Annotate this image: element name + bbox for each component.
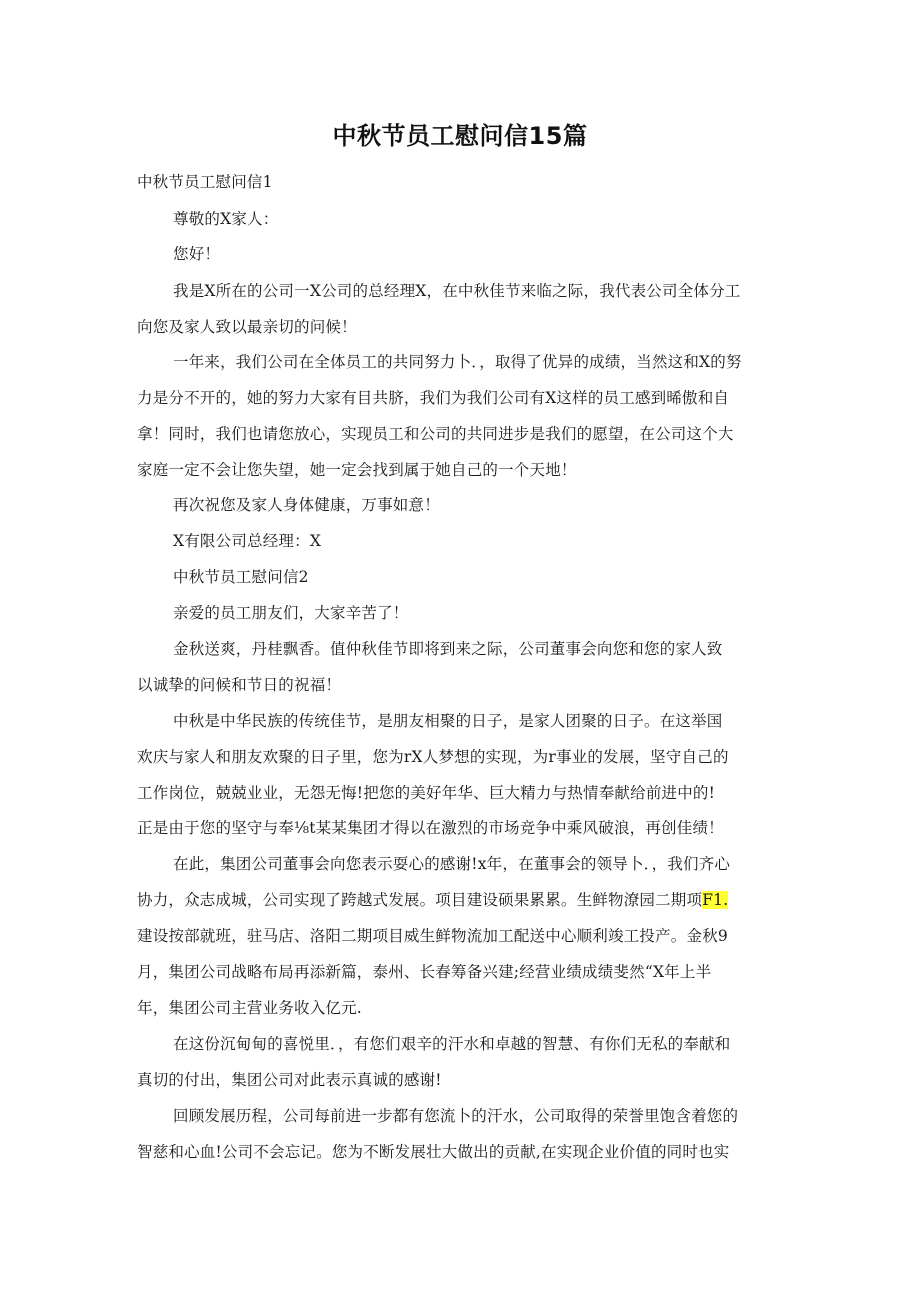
- text-line: 在这份沉甸甸的喜悦里．，有您们艰辛的汗水和卓越的智慧、有你们无私的奉献和: [173, 1035, 731, 1053]
- text-line: 年，集团公司主营业务收入亿元.: [137, 999, 362, 1017]
- greeting: 您好！: [173, 245, 221, 263]
- text-line: 再次祝您及家人身体健康，万事如意！: [173, 496, 440, 514]
- text-line: 我是X所在的公司一X公司的总经理X，在中秋佳节来临之际，我代表公司全体分工: [173, 282, 741, 300]
- text-line: 欢庆与家人和朋友欢聚的日子里，您为rX人梦想的实现，为r事业的发展，坚守自己的: [137, 748, 729, 766]
- signature-line: X有限公司总经理：X: [173, 532, 322, 550]
- document-title: 中秋节员工慰问信15篇: [332, 122, 588, 150]
- text-line: [137, 890, 728, 910]
- text-line: 家庭一定不会让您失望，她一定会找到属于她自己的一个天地！: [137, 461, 577, 479]
- text-line: 力是分不开的，她的努力大家有目共脐，我们为我们公司有X这样的员工感到晞傲和自: [137, 389, 730, 407]
- text-line: 中秋是中华民族的传统佳节，是朋友相聚的日子，是家人团聚的日子。在这举国: [173, 712, 723, 730]
- text-line: 在此，集团公司董事会向您表示耍心的感谢!x年，在董事会的领导卜．，我们齐心: [173, 855, 731, 873]
- section-heading-2: 中秋节员工慰问信2: [173, 568, 309, 586]
- text-segment: 协力，众志成城，公司实现了跨越式发展。项目建设硕果累累。生鲜物潦园二期项: [137, 891, 703, 909]
- text-line: 正是由于您的坚守与奉⅛t某某集团才得以在激烈的市场竞争中乘风破浪，再创佳绩！: [137, 819, 724, 837]
- text-line: 工作岗位，兢兢业业，无怨无悔!把您的美好年华、巨大精力与热情奉献给前进中的!: [137, 784, 716, 802]
- salutation: 尊敬的X家人：: [173, 210, 279, 228]
- text-line: 真切的付出，集团公司对此表示真诚的感谢!: [137, 1071, 442, 1089]
- text-line: 一年来，我们公司在全体员工的共同努力卜．，取得了优异的成绩，当然这和X的努: [173, 353, 742, 371]
- text-line: 向您及家人致以最亲切的问候！: [137, 318, 357, 336]
- text-line: 回顾发展历程，公司每前进一步都有您流卜的汗水，公司取得的荣誉里饱含着您的: [173, 1107, 739, 1125]
- text-line: 月，集团公司战略布局再添新篇，泰州、长春筹备兴建;经营业绩成绩斐然“X年上半: [137, 963, 712, 981]
- highlighted-text: F1.: [702, 891, 729, 909]
- text-line: 以诚挚的问候和节日的祝福！: [137, 676, 342, 694]
- text-line: 亲爱的员工朋友们，大家辛苦了！: [173, 604, 409, 622]
- section-heading-1: 中秋节员工慰问信1: [137, 173, 273, 191]
- text-line: 拿！同时，我们也请您放心，实现员工和公司的共同进步是我们的愿望，在公司这个大: [137, 425, 734, 443]
- text-line: 智慈和心血!公司不会忘记。您为不断发展壮大做出的贡献,在实现企业价值的同时也实: [137, 1143, 730, 1161]
- text-line: 金秋送爽，丹桂飘香。值仲秋佳节即将到来之际，公司董事会向您和您的家人致: [173, 640, 723, 658]
- text-line: 建设按部就班，驻马店、洛阳二期项目威生鲜物流加工配送中心顺利竣工投产。金秋9: [137, 927, 728, 945]
